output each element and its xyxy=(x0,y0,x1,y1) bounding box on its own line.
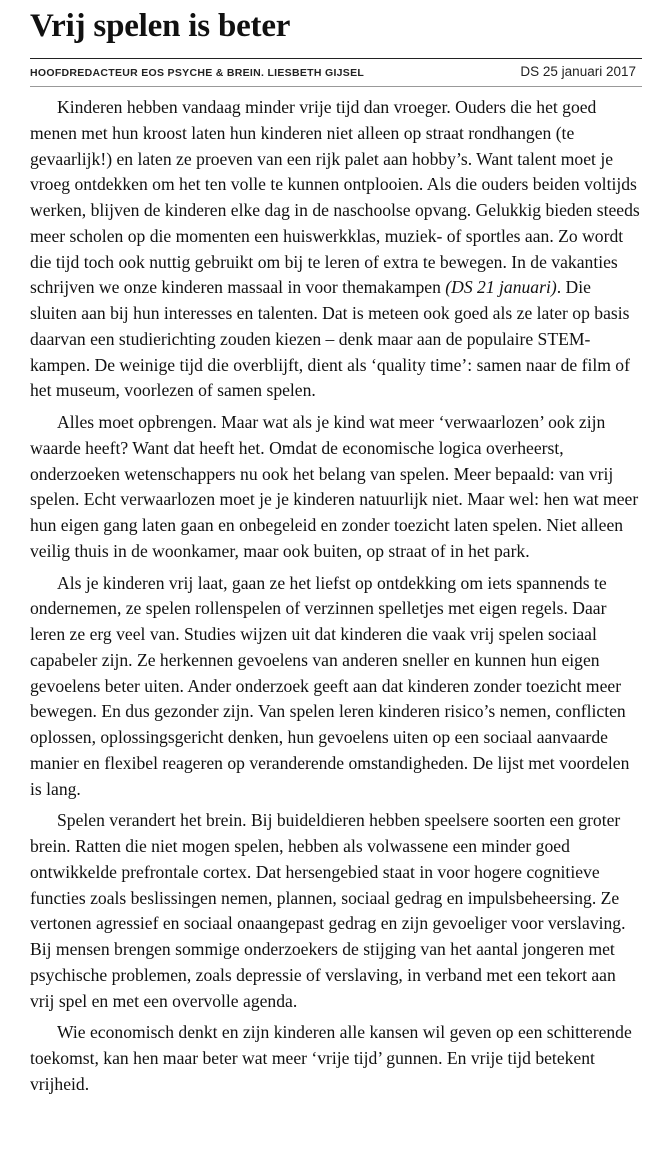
article-title: Vrij spelen is beter xyxy=(30,8,291,44)
paragraph-2 xyxy=(30,410,642,565)
paragraph-5-text: Wie economisch denkt en zijn kinderen alle kansen wil geven op een schitterende toekomst, kan hen maar beter wat meer ‘vrije tijd’ gunnen. En vrije tijd betekent vrijheid. xyxy=(30,1022,632,1094)
byline-divider xyxy=(30,86,642,87)
paragraph-5 xyxy=(30,1020,642,1097)
source-line: DS 25 januari 2017 xyxy=(520,64,636,79)
paragraph-1-text: Kinderen hebben vandaag minder vrije tijd dan vroeger. Ouders die het goed menen met hun kroost laten hun kinderen niet alleen op straat rondhangen (te gevaarlijk!) en laten ze proeven van een rijk palet aan hobby’s. Want talent moet je vroeg ontdekken om het ten volle te kunnen ontplooien. Als die ouders beiden voltijds werken, blijven de kinderen elke dag in de naschoolse opvang. Gelukkig bieden steeds meer scholen op die momenten een huiswerkklas, muziek- of sportles aan. Zo wordt die tijd toch ook nuttig gebruikt om bij te leren of extra te bewegen. In de vakanties schrijven we onze kinderen massaal in voor themakampen xyxy=(30,97,640,298)
article-body xyxy=(30,95,642,1098)
paragraph-3 xyxy=(30,571,642,803)
paragraph-4-text: Spelen verandert het brein. Bij buideldieren hebben speelsere soorten een groter brein. Ratten die niet mogen spelen, hebben als volwassene een minder goed ontwikkelde prefrontale cortex. Dat hersengebied staat in voor hogere cognitieve functies zoals beslissingen nemen, plannen, sociaal gedrag en impulsbeheersing. Ze vertonen agressief en sociaal onaangepast gedrag en zijn gevoeliger voor verslaving. Bij mensen brengen sommige onderzoekers de stijging van het aantal jongeren met psychische problemen, zoals depressie of verslaving, in verband met een tekort aan vrij spel en met een overvolle agenda. xyxy=(30,810,626,1011)
paragraph-2-text: Alles moet opbrengen. Maar wat als je kind wat meer ‘verwaarlozen’ ook zijn waarde heeft? Want dat heeft het. Omdat de economische logica overheerst, onderzoeken wetenschappers nu ook het belang van spelen. Meer bepaald: van vrij spelen. Echt verwaarlozen moet je je kinderen natuurlijk niet. Maar wel: hen wat meer hun eigen gang laten gaan en onbegeleid en zonder toezicht laten spelen. Niet alleen veilig thuis in de woonkamer, maar ook buiten, op straat of in het park. xyxy=(30,412,639,561)
byline xyxy=(30,58,642,82)
paragraph-1-text-continued: . Die sluiten aan bij hun interesses en talenten. Dat is meteen ook goed als ze later op basis daarvan een studierichting zouden kiezen – denk maar aan de populaire STEM-kampen. De weinige tijd die overblijft, dient als ‘quality time’: samen naar de film of het museum, voorlezen of samen spelen. xyxy=(30,277,630,401)
paragraph-4 xyxy=(30,808,642,1014)
paragraph-1-citation: (DS 21 januari) xyxy=(445,277,557,298)
paragraph-3-text: Als je kinderen vrij laat, gaan ze het liefst op ontdekking om iets spannends te ondernemen, ze spelen rollenspelen of verzinnen spelletjes met eigen regels. Daar leren ze erg veel van. Studies wijzen uit dat kinderen die vaak vrij spelen sociaal capabeler zijn. Ze herkennen gevoelens van anderen sneller en kunnen hun eigen gevoelens beter uiten. Ander onderzoek geeft aan dat kinderen zonder toezicht meer bewegen. En dus gezonder zijn. Van spelen leren kinderen risico’s nemen, conflicten oplossen, oplossingsgericht denken, hun gevoelens uiten op een sociaal aanvaarde manier en flexibel reageren op veranderende omstandigheden. De lijst met voordelen is lang. xyxy=(30,572,630,799)
paragraph-1 xyxy=(30,95,642,404)
author-line: HOOFDREDACTEUR EOS PSYCHE & BREIN. LIESBETH GIJSEL xyxy=(30,67,365,79)
article xyxy=(30,0,642,1104)
